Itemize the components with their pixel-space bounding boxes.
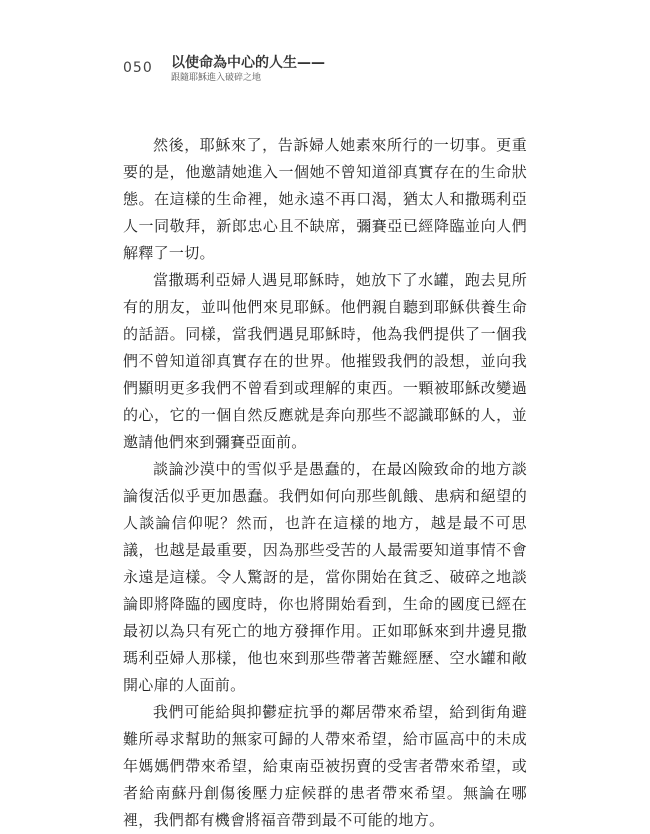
chapter-subtitle: 跟隨耶穌進入破碎之地 [171, 73, 262, 83]
paragraph-3: 談論沙漠中的雪似乎是愚蠢的，在最凶險致命的地方談論復活似乎更加愚蠢。我們如何向那些飢餓、患病和絕望的人談論信仰呢？然而，也許在這樣的地方，越是最不可思議，也越是最重要，因為那些受苦的人最需要知道事情不會永遠是這樣。令人驚訝的是，當你開始在貧乏、破碎之地談論即將降臨的國度時，你也將開始看到，生命的國度已經在最初以為只有死亡的地方發揮作用。正如耶穌來到井邊見撒瑪利亞婦人那樣，他也來到那些帶著苦難經歷、空水罐和敞開心扉的人面前。 [123, 460, 527, 694]
paragraph-1: 然後，耶穌來了，告訴婦人她素來所行的一切事。更重要的是，他邀請她進入一個她不曾知道卻真實存在的生命狀態。在這樣的生命裡，她永遠不再口渴，猶太人和撒瑪利亞人一同敬拜，新郎忠心且不缺席，彌賽亞已經降臨並向人們解釋了一切。 [123, 136, 527, 262]
page-number: 050 [123, 60, 153, 76]
chapter-title: 以使命為中心的人生—— [171, 55, 325, 71]
paragraph-2: 當撒瑪利亞婦人遇見耶穌時，她放下了水罐，跑去見所有的朋友，並叫他們來見耶穌。他們親自聽到耶穌供養生命的話語。同樣，當我們遇見耶穌時，他為我們提供了一個我們不曾知道卻真實存在的世界。他摧毀我們的設想，並向我們顯明更多我們不曾看到或理解的東西。一顆被耶穌改變過的心，它的一個自然反應就是奔向那些不認識耶穌的人，並邀請他們來到彌賽亞面前。 [123, 271, 527, 451]
body-text [123, 132, 527, 834]
running-header [123, 50, 543, 90]
paragraph-4: 我們可能給與抑鬱症抗爭的鄰居帶來希望，給到街角避難所尋求幫助的無家可歸的人帶來希望，給市區高中的未成年媽媽們帶來希望，給東南亞被拐賣的受害者帶來希望，或者給南蘇丹創傷後壓力症候群的患者帶來希望。無論在哪裡，我們都有機會將福音帶到最不可能的地方。 [123, 703, 527, 829]
